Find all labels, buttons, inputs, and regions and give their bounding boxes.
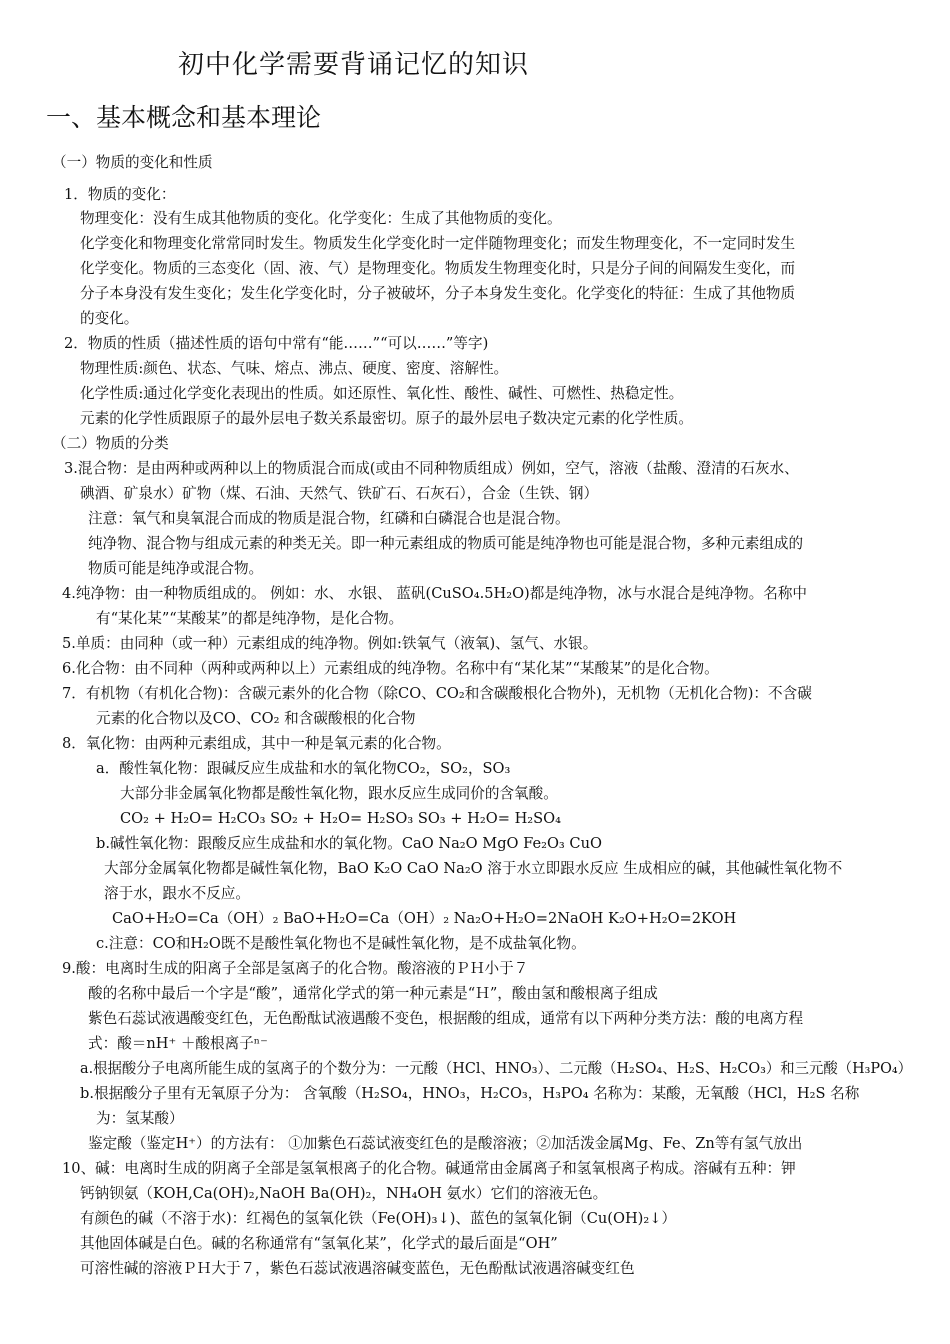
- item-heading: 6.化合物：由不同种（两种或两种以上）元素组成的纯净物。名称中有“某化某”“某酸某”的是化合物。: [62, 660, 719, 677]
- paragraph-line: 钙钠钡氨（KOH,Ca(OH)₂,NaOH Ba(OH)₂，NH₄OH 氨水）它们的溶液无色。: [80, 1185, 608, 1202]
- paragraph-line: 元素的化学性质跟原子的最外层电子数关系最密切。原子的最外层电子数决定元素的化学性质。: [80, 410, 693, 427]
- paragraph-line: 化学变化。物质的三态变化（固、液、气）是物理变化。物质发生物理变化时，只是分子间的间隔发生变化，而: [80, 260, 796, 277]
- item-heading: 9.酸：电离时生成的阳离子全部是氢离子的化合物。酸溶液的ＰＨ小于７: [62, 960, 529, 977]
- paragraph-line: 紫色石蕊试液遇酸变红色，无色酚酞试液遇酸不变色，根据酸的组成，通常有以下两种分类方法：酸的电离方程: [88, 1010, 804, 1027]
- paragraph-line: 溶于水，跟水不反应。: [104, 885, 250, 902]
- item-heading: 5.单质：由同种（或一种）元素组成的纯净物。例如:铁氧气（液氧)、氢气、水银。: [62, 635, 598, 652]
- paragraph-line: c.注意：CO和H₂O既不是酸性氧化物也不是碱性氧化物，是不成盐氧化物。: [96, 935, 586, 952]
- equation-line: CO₂ + H₂O= H₂CO₃ SO₂ + H₂O= H₂SO₃ SO₃ + H₂O= H₂SO₄: [120, 810, 561, 827]
- paragraph-line: b.根据酸分子里有无氧原子分为： 含氧酸（H₂SO₄，HNO₃，H₂CO₃，H₃PO₄ 名称为：某酸，无氧酸（HCl，H₂S 名称: [80, 1085, 860, 1102]
- item-heading: 4.纯净物：由一种物质组成的。 例如：水、 水银、 蓝矾(CuSO₄.5H₂O)都是纯净物，冰与水混合是纯净物。名称中: [62, 585, 808, 602]
- item-heading: 8．氧化物：由两种元素组成，其中一种是氧元素的化合物。: [62, 735, 451, 752]
- paragraph-line: 物质可能是纯净或混合物。: [88, 560, 264, 577]
- paragraph-line: a.根据酸分子电离所能生成的氢离子的个数分为：一元酸（HCl、HNO₃）、二元酸（H₂SO₄、H₂S、H₂CO₃）和三元酸（H₃PO₄）: [80, 1060, 912, 1077]
- item-heading: 2．物质的性质（描述性质的语句中常有“能……”“可以……”等字): [64, 335, 489, 352]
- paragraph-line: 有“某化某”“某酸某”的都是纯净物，是化合物。: [96, 610, 404, 627]
- paragraph-line: 的变化。: [80, 310, 139, 327]
- paragraph-line: 大部分金属氧化物都是碱性氧化物，BaO K₂O CaO Na₂O 溶于水立即跟水反应 生成相应的碱，其他碱性氧化物不: [104, 860, 843, 877]
- paragraph-line: 大部分非金属氧化物都是酸性氧化物，跟水反应生成同价的含氧酸。: [120, 785, 558, 802]
- equation-line: CaO+H₂O=Ca（OH）₂ BaO+H₂O=Ca（OH）₂ Na₂O+H₂O=2NaOH K₂O+H₂O=2KOH: [112, 910, 737, 927]
- item-heading: 7．有机物（有机化合物)：含碳元素外的化合物（除CO、CO₂和含碳酸根化合物外)，无机物（无机化合物)：不含碳: [62, 685, 812, 702]
- item-heading: 10、碱：电离时生成的阴离子全部是氢氧根离子的化合物。碱通常由金属离子和氢氧根离子构成。溶碱有五种：钾: [62, 1160, 796, 1177]
- item-heading: 3.混合物：是由两种或两种以上的物质混合而成(或由不同种物质组成）例如，空气，溶液（盐酸、澄清的石灰水、: [64, 460, 799, 477]
- subsection-heading: （一）物质的变化和性质: [52, 154, 213, 171]
- paragraph-line: 纯净物、混合物与组成元素的种类无关。即一种元素组成的物质可能是纯净物也可能是混合物，多种元素组成的: [88, 535, 804, 552]
- paragraph-line: 化学性质:通过化学变化表现出的性质。如还原性、氧化性、酸性、碱性、可燃性、热稳定性。: [80, 385, 684, 402]
- section-heading: 一、基本概念和基本理论: [46, 103, 322, 132]
- paragraph-line: 物理变化：没有生成其他物质的变化。化学变化：生成了其他物质的变化。: [80, 210, 562, 227]
- paragraph-line: a．酸性氧化物：跟碱反应生成盐和水的氧化物CO₂，SO₂，SO₃: [96, 760, 511, 777]
- paragraph-line: 注意：氧气和臭氧混合而成的物质是混合物，红磷和白磷混合也是混合物。: [88, 510, 570, 527]
- paragraph-line: 分子本身没有发生变化；发生化学变化时，分子被破坏，分子本身发生变化。化学变化的特征：生成了其他物质: [80, 285, 796, 302]
- paragraph-line: 元素的化合物以及CO、CO₂ 和含碳酸根的化合物: [96, 710, 416, 727]
- document-title: 初中化学需要背诵记忆的知识: [178, 50, 530, 80]
- item-heading: 1．物质的变化：: [64, 186, 176, 203]
- paragraph-line: b.碱性氧化物：跟酸反应生成盐和水的氧化物。CaO Na₂O MgO Fe₂O₃ CuO: [96, 835, 602, 852]
- paragraph-line: 化学变化和物理变化常常同时发生。物质发生化学变化时一定伴随物理变化；而发生物理变化，不一定同时发生: [80, 235, 796, 252]
- paragraph-line: 为：氢某酸）: [96, 1110, 184, 1127]
- paragraph-line: 碘酒、矿泉水）矿物（煤、石油、天然气、铁矿石、石灰石），合金（生铁、钢）: [80, 485, 599, 502]
- paragraph-line: 其他固体碱是白色。碱的名称通常有“氢氧化某”，化学式的最后面是“OH”: [80, 1235, 558, 1252]
- paragraph-line: 鉴定酸（鉴定H⁺）的方法有： ①加紫色石蕊试液变红色的是酸溶液；②加活泼金属Mg、Fe、Zn等有氢气放出: [88, 1135, 803, 1152]
- paragraph-line: 有颜色的碱（不溶于水)：红褐色的氢氧化铁（Fe(OH)₃↓)、蓝色的氢氧化铜（Cu(OH)₂↓）: [80, 1210, 677, 1227]
- subsection-heading: （二）物质的分类: [52, 435, 169, 452]
- paragraph-line: 可溶性碱的溶液ＰＨ大于７，紫色石蕊试液遇溶碱变蓝色，无色酚酞试液遇溶碱变红色: [80, 1260, 635, 1277]
- paragraph-line: 物理性质:颜色、状态、气味、熔点、沸点、硬度、密度、溶解性。: [80, 360, 509, 377]
- paragraph-line: 式：酸＝nH⁺ ＋酸根离子ⁿ⁻: [88, 1035, 268, 1052]
- paragraph-line: 酸的名称中最后一个字是“酸”，通常化学式的第一种元素是“Ｈ”，酸由氢和酸根离子组成: [88, 985, 658, 1002]
